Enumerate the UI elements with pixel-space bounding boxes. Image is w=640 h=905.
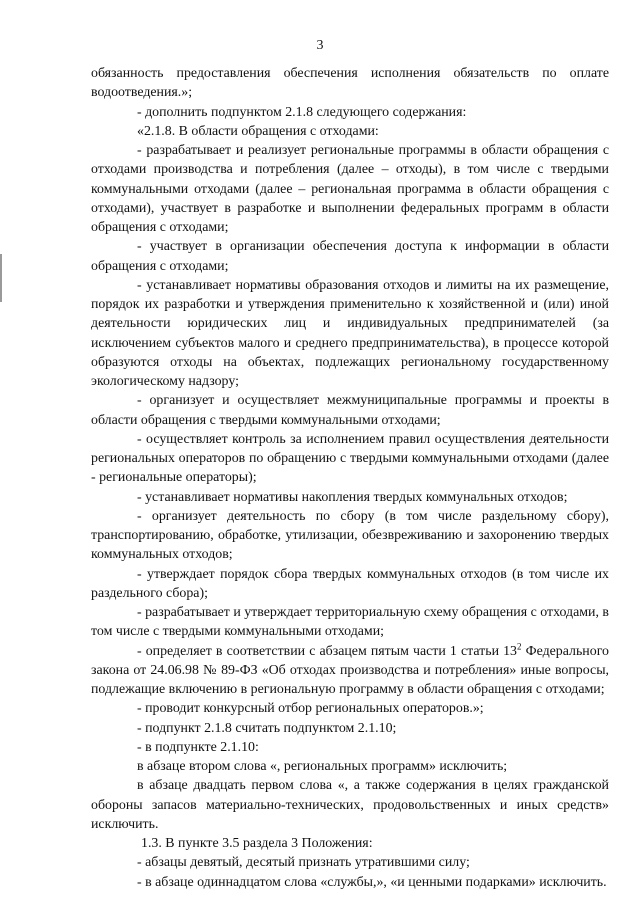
paragraph-eleventh-abzats: - в абзаце одиннадцатом слова «службы,», «и ценными подарками» исключить. [137,874,607,890]
paragraph-continuation: обязанность предоставления обеспечения исполнения обязательств по оплате водоотведения.»; [91,66,609,101]
page-number: 3 [316,38,324,53]
law-superscript: 2 [517,640,522,651]
paragraph-federal-law [91,642,609,700]
paragraph-regional-programs: - разрабатывает и реализует региональные программы в области обращения с отходами производства и потребления (далее – отходы), в том числе с твердыми коммунальными отходами (далее – региональная программа в области обращения с отходами), участвует в разработке и выполнении федеральных программ в области обращения с отходами; [91,143,609,235]
scan-edge-mark [0,254,2,302]
paragraph-renumber: - подпункт 2.1.8 считать подпунктом 2.1.10; [137,720,397,736]
paragraph-accumulation-norms: - устанавливает нормативы накопления твердых коммунальных отходов; [137,489,568,505]
paragraph-operator-control: - осуществляет контроль за исполнением правил осуществления деятельности региональных операторов по обращению с твердыми коммунальными отходами (далее - региональные операторы); [91,431,609,486]
paragraph-operator-selection: - проводит конкурсный отбор региональных операторов.»; [137,701,484,717]
paragraph-item-1-3: 1.3. В пункте 3.5 раздела 3 Положения: [141,836,373,851]
law-text-before: - определяет в соответствии с абзацем пятым части 1 статьи 13 [137,643,518,659]
law-text-after: Федерального закона от 24.06.98 № 89-ФЗ «Об отходах производства и потребления» иные вопросы, подлежащие включению в региональную программу в области обращения с отходами; [91,643,609,697]
paragraph-territorial-scheme: - разрабатывает и утверждает территориальную схему обращения с отходами, в том числе с твердыми коммунальными отходами; [91,605,609,640]
paragraph-waste-norms: - устанавливает нормативы образования отходов и лимиты на их размещение, порядок их разработки и утверждения применительно к хозяйственной и (или) иной деятельности юридических лиц и индивидуальных предпринимателей (за исключением субъектов малого и среднего предпринимательства), в процессе которой образуются отходы на объектах, подлежащих региональному государственному экологическому надзору; [91,277,609,389]
paragraph-subsection-2-1-10: - в подпункте 2.1.10: [137,739,259,755]
paragraph-twenty-first-abzats: в абзаце двадцать первом слова «, а также содержания в целях гражданской обороны запасов материально-технических, продовольственных и иных средств» исключить. [91,778,609,832]
paragraph-subsection-heading: «2.1.8. В области обращения с отходами: [137,123,379,139]
paragraph-collection-procedure: - утверждает порядок сбора твердых коммунальных отходов (в том числе их раздельного сбора); [91,566,609,601]
paragraph-second-abzats: в абзаце втором слова «, региональных программ» исключить; [137,759,508,774]
paragraph-intermunicipal-programs: - организует и осуществляет межмуниципальные программы и проекты в области обращения с твердыми коммунальными отходами; [91,393,609,428]
paragraph-information-access: - участвует в организации обеспечения доступа к информации в области обращения с отходами; [91,239,609,274]
document-body [91,64,609,892]
paragraph-collection-activity: - организует деятельность по сбору (в том числе раздельному сбору), транспортированию, обработке, утилизации, обезвреживанию и захоронению твердых коммунальных отходов; [91,508,609,563]
paragraph-amendment-add: - дополнить подпунктом 2.1.8 следующего содержания: [137,104,467,120]
paragraph-void-abzats: - абзацы девятый, десятый признать утратившими силу; [137,855,470,871]
